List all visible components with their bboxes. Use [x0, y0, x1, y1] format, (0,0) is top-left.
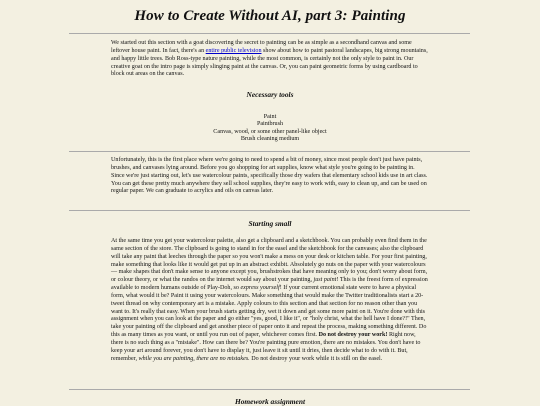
tool-item: Paintbrush [256, 121, 284, 128]
intro-text-after-link: show about how to paint pastoral landscapes, big strong mountains, and happy little trees. Bob Ross-type nature painting, while the most common, is certainly not the only style to paint in. Our creative goat on the intro page is simply slinging paint at the canvas. Or, you can paint geometric forms by using cardboard to block out areas on the canvas. [111, 47, 428, 78]
starting-emphasis-3: while you are painting, there are no mistakes. [138, 355, 250, 362]
starting-text-4: Right now, there is no such thing as a "mistake". How can there be? You're painting pure emotion, there are no mistakes. You don't have to keep your art around forever, you don't have to display it, just leave it sit until it dries, then decide what to do with it. But, remember, [111, 332, 421, 362]
intro-text-before-link: We started out this section with a goat discovering the secret to painting can be as simple as a secondhand canvas and some leftover house paint. In fact, there's an [111, 40, 412, 54]
starting-text-5: Do not destroy your work while it is still on the easel. [249, 355, 383, 362]
intro-paragraph [111, 40, 429, 79]
starting-strong-1: Do not destroy your work! [318, 332, 388, 339]
tools-divider [69, 151, 470, 152]
tool-item: Canvas, wood, or some other panel-like object [213, 128, 327, 135]
starting-emphasis-2: express yourself [240, 285, 280, 292]
page-title: How to Create Without AI, part 3: Painting [134, 8, 406, 24]
starting-text-2: ! This is the freest form of expression available to modern humans outside of Play-Doh, so [111, 277, 428, 292]
starting-text-1: At the same time you get your watercolour palette, also get a clipboard and a sketchbook. You can probably even find them in the same section of the store. The clipboard is going to stand in for the easel and the sketchbook for the canvases; also the clipboard will take any paint that leeches through the paper so you won't make a mess on your desk or kitchen table. For your first painting, make something that looks like it would get put up in an abstract exhibit. Absolutely go nuts on the paper with your watercolours— make shapes that don't make sense to anyone except you, brushstrokes that have meaning only to you; don't worry about form, or colour theory, or what the randos on the internet would say about your painting, [111, 238, 428, 284]
starting-small-heading: Starting small [248, 219, 292, 228]
supplies-divider [69, 210, 470, 211]
homework-heading: Homework assignment [234, 397, 306, 406]
starting-text-3: ! If your current emotional state were to have a physical form, what would it be? Paint it using your watercolours. Make something that would make the Twitter traditionalists start a 20-tweet thread on why contemporary art is a mistake. Apply colours to this section and that section for no reason other than you want to. It's really that easy. When your brush starts getting dry, wet it down and get some more paint on it. You're done with this assignment when you can look at the paper and go either "yes, good, I like it", or "holy christ, what the hell have I done?!" Then, take your painting off the clipboard and get another piece of paper onto it and repeat the process, making something different. Do this as many times as you want, or until you run out of paper, whichever comes first. [111, 285, 427, 339]
supplies-text: Unfortunately, this is the first place where we're going to need to spend a bit of money, since most people don't just have paints, brushes, and canvases lying around. Before you go shopping for art supplies, know what style you're going to be painting in. Since we're just starting out, let's use watercolour paints, specifically those dry wafers that elementary school kids use in art class. You can get these pretty much anywhere they sell school supplies, they're easy to work with, easy to clean up, and can be used on regular paper. We can graduate to acrylics and oils on canvas later. [111, 157, 428, 195]
starting-emphasis-1: just paint [313, 277, 337, 284]
starting-small-paragraph [111, 238, 429, 364]
tools-heading: Necessary tools [246, 90, 294, 99]
title-divider [69, 33, 470, 34]
tool-item: Brush cleaning medium [240, 135, 300, 142]
tools-list [111, 114, 429, 143]
supplies-paragraph [111, 157, 429, 196]
public-television-link[interactable]: entire public television [205, 47, 262, 54]
tool-item: Paint [263, 114, 277, 120]
starting-divider [69, 389, 470, 390]
